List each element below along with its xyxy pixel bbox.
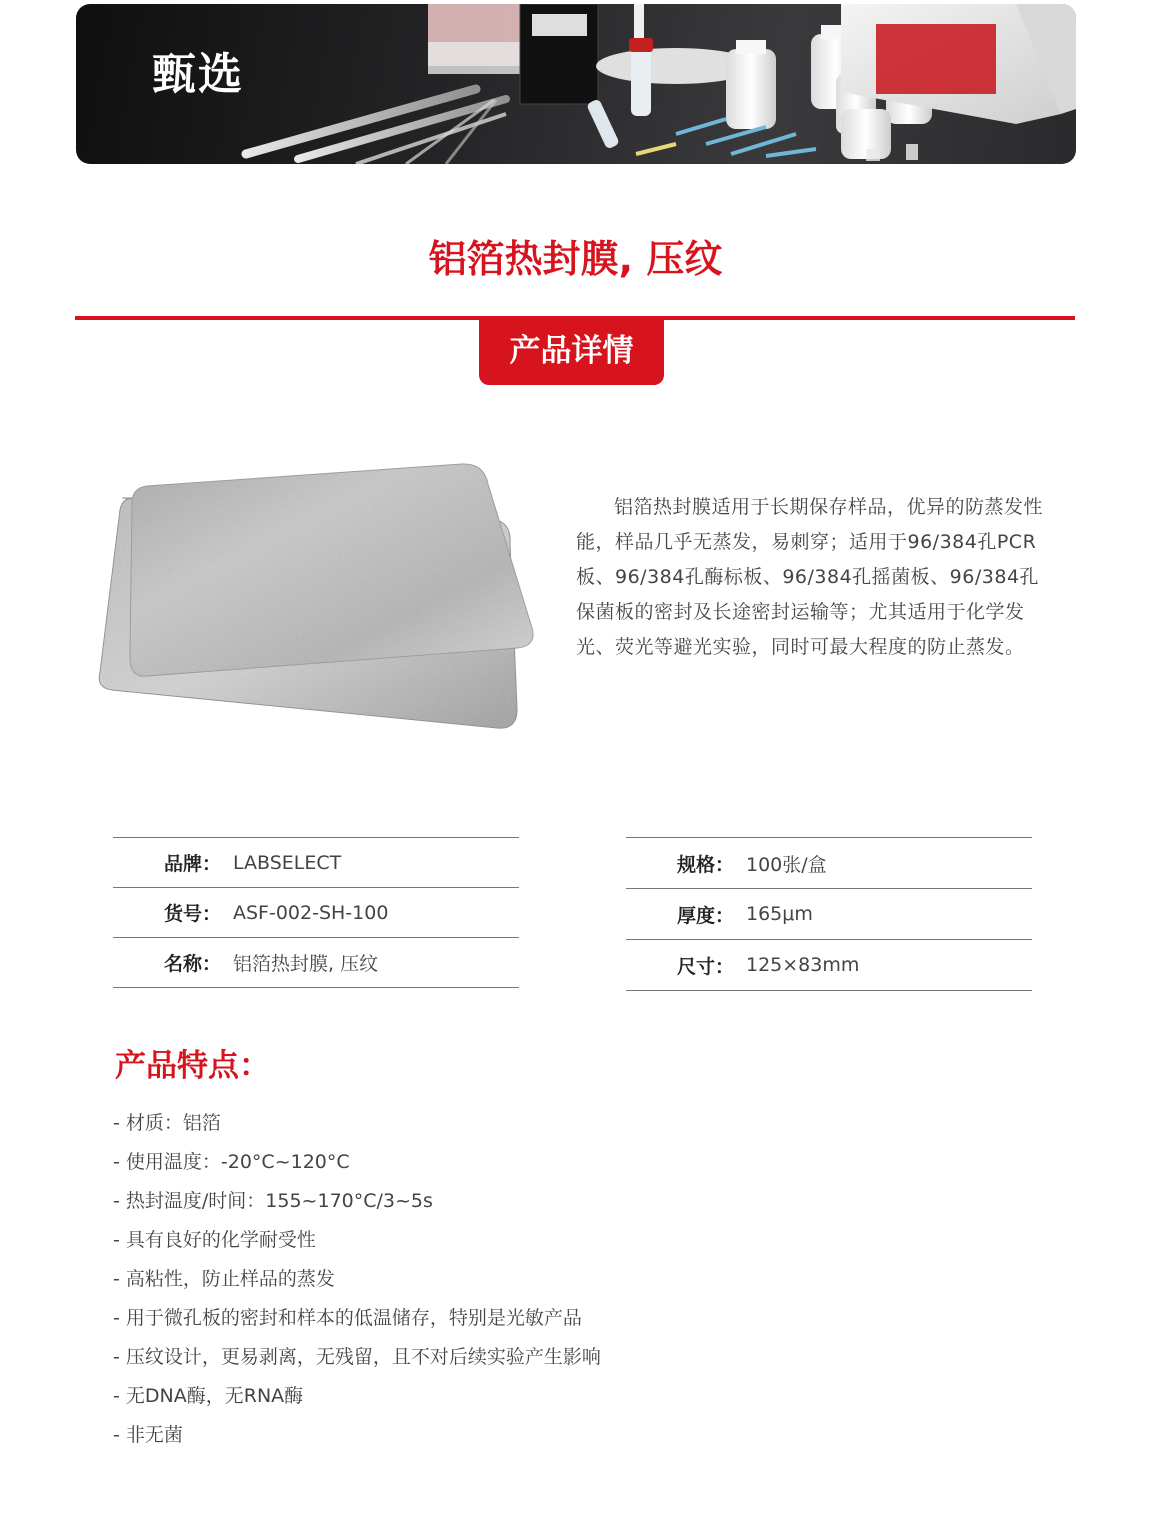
spec-label: 货号： <box>163 903 221 925</box>
spec-table-left <box>113 837 519 988</box>
features-heading: 产品特点： <box>115 1048 270 1084</box>
feature-item: - 材质：铝箔 <box>113 1112 221 1134</box>
spec-value: LABSELECT <box>233 851 342 874</box>
spec-label: 规格： <box>676 853 734 876</box>
spec-row-brand <box>113 838 519 888</box>
section-tab-product-details: 产品详情 <box>479 318 664 385</box>
spec-label: 尺寸： <box>676 955 734 978</box>
feature-item: - 使用温度：-20°C~120°C <box>113 1151 350 1173</box>
feature-item: - 压纹设计，更易剥离，无残留，且不对后续实验产生影响 <box>113 1346 601 1368</box>
product-description: 铝箔热封膜适用于长期保存样品，优异的防蒸发性能，样品几乎无蒸发，易刺穿；适用于96/384孔PCR板、96/384孔酶标板、96/384孔摇菌板、96/384孔保菌板的密封及长途密封运输等；尤其适用于化学发光、荧光等避光实验，同时可最大程度的防止蒸发。 <box>576 496 1044 658</box>
banner <box>76 4 1076 164</box>
spec-table-right <box>626 837 1032 991</box>
feature-item: - 非无菌 <box>113 1424 183 1446</box>
spec-row-thickness <box>626 889 1032 940</box>
spec-row-specification <box>626 838 1032 889</box>
spec-value: 165μm <box>746 903 813 925</box>
page-title: 铝箔热封膜, 压纹 <box>428 237 723 281</box>
spec-value: ASF-002-SH-100 <box>233 901 389 924</box>
spec-row-name <box>113 938 519 988</box>
feature-item: - 高粘性，防止样品的蒸发 <box>113 1268 335 1290</box>
spec-row-size <box>626 940 1032 991</box>
feature-item: - 热封温度/时间：155~170°C/3~5s <box>113 1190 433 1212</box>
spec-label: 名称： <box>163 953 221 975</box>
spec-value: 100张/盒 <box>746 853 827 876</box>
spec-row-item-number <box>113 888 519 938</box>
feature-item: - 无DNA酶，无RNA酶 <box>113 1385 304 1407</box>
spec-label: 厚度： <box>676 904 734 927</box>
brand-logo: 甄选 <box>152 49 244 100</box>
features-list <box>113 1104 601 1455</box>
spec-value: 铝箔热封膜, 压纹 <box>233 953 379 975</box>
feature-item: - 用于微孔板的密封和样本的低温储存，特别是光敏产品 <box>113 1307 582 1329</box>
feature-item: - 具有良好的化学耐受性 <box>113 1229 316 1251</box>
spec-value: 125×83mm <box>746 954 860 976</box>
product-image <box>92 458 552 738</box>
spec-label: 品牌： <box>163 853 221 875</box>
